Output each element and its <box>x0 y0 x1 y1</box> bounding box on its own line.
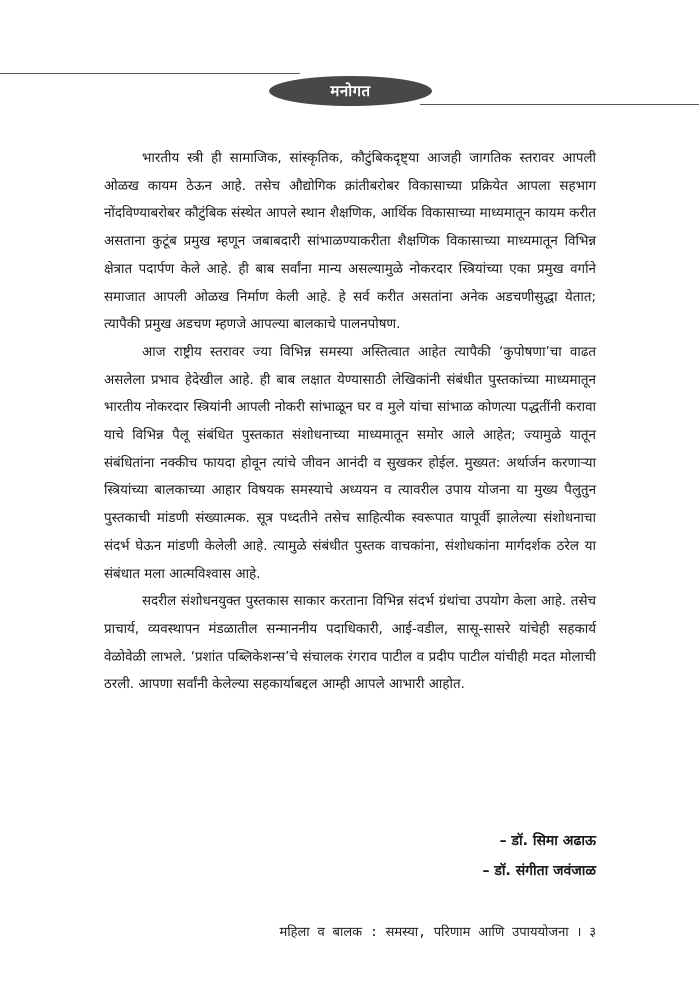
signature-2: – डॉ. संगीता जवंजाळ <box>482 863 596 879</box>
paragraph-2: आज राष्ट्रीय स्तरावर ज्या विभिन्न समस्या अस्तित्वात आहेत त्यापैकी ‘कुपोषणा’चा वाढत असलेला प्रभाव हेदेखील आहे. ही बाब लक्षात येण्यासाठी लेखिकांनी संबंधीत पुस्तकांच्या माध्यमातून भारतीय नोकरदार स्त्रियांनी आपली नोकरी सांभाळून घर व मुले यांचा सांभाळ कोणत्या पद्धतींनी करावा याचे विभिन्न पैलू संबंधित पुस्तकात संशोधनाच्या माध्यमातून समोर आले आहेत; ज्यामुळे यातून संबंधितांना नक्कीच फायदा होवून त्यांचे जीवन आनंदी व सुखकर होईल. मुख्यत: अर्थार्जन करणाऱ्या स्त्रियांच्या बालकाच्या आहार विषयक समस्याचे अध्ययन व त्यावरील उपाय योजना या मुख्य पैलुतुन पुस्तकाची मांडणी संख्यात्मक. सूत्र पध्दतीने तसेच साहित्यीक स्वरूपात यापूर्वी झालेल्या संशोधनाचा संदर्भ घेऊन मांडणी केलेली आहे. त्यामुळे संबंधीत पुस्तक वाचकांना, संशोधकांना मार्गदर्शक ठरेल या संबंधात मला आत्मविश्वास आहे. <box>104 344 596 582</box>
body-text <box>104 145 596 699</box>
page-title-text: मनोगत <box>330 82 371 100</box>
paragraph-1: भारतीय स्त्री ही सामाजिक, सांस्कृतिक, कौटुंबिकदृष्ट्या आजही जागतिक स्तरावर आपली ओळख कायम ठेऊन आहे. तसेच औद्योगिक क्रांतीबरोबर विकासाच्या प्रक्रियेत आपला सहभाग नोंदविण्याबरोबर कौटुंबिक संस्थेत आपले स्थान शैक्षणिक, आर्थिक विकासाच्या माध्यमातून कायम करीत असताना कुटूंब प्रमुख म्हणून जबाबदारी सांभाळण्याकरीता शैक्षणिक विकासाच्या माध्यमातून विभिन्न क्षेत्रात पदार्पण केले आहे. ही बाब सर्वांना मान्य असल्यामुळे नोकरदार स्त्रियांच्या एका प्रमुख वर्गाने समाजात आपली ओळख निर्माण केली आहे. हे सर्व करीत असतांना अनेक अडचणीसुद्धा येतात; त्यापैकी प्रमुख अडचण म्हणजे आपल्या बालकाचे पालनपोषण. <box>104 151 596 333</box>
top-rule-left <box>0 73 300 74</box>
signature-block <box>483 826 596 886</box>
top-rule-right <box>420 104 699 105</box>
page-title <box>269 76 432 106</box>
paragraph-3: सदरील संशोधनयुक्त पुस्तकास साकार करताना विभिन्न संदर्भ ग्रंथांचा उपयोग केला आहे. तसेच प्राचार्य, व्यवस्थापन मंडळातील सन्माननीय पदाधिकारी, आई-वडील, सासू-सासरे यांचेही सहकार्य वेळोवेळी लाभले. ‘प्रशांत पब्लिकेशन्स’चे संचालक रंगराव पाटील व प्रदीप पाटील यांचीही मदत मोलाची ठरली. आपणा सर्वांनी केलेल्या सहकार्याबद्दल आम्ही आपले आभारी आहोत. <box>104 594 596 693</box>
page-footer: महिला व बालक : समस्या, परिणाम आणि उपाययोजना । ३ <box>279 925 596 940</box>
signature-1: – डॉ. सिमा अढाऊ <box>499 833 596 849</box>
